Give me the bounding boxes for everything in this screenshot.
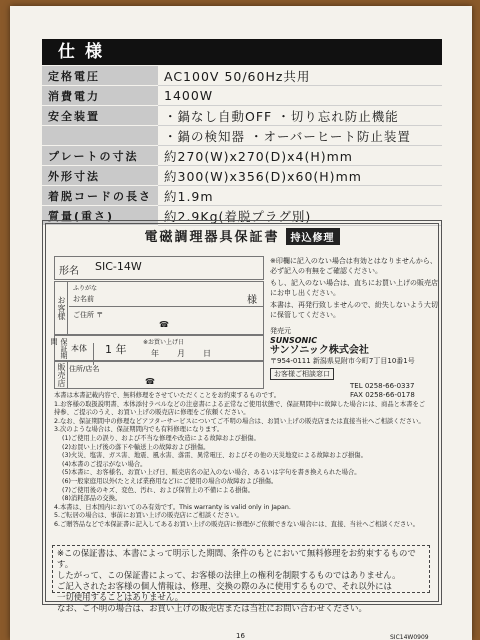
shop-address-label: 住所/店名 — [69, 365, 100, 373]
shop-side-label: 販売店 — [57, 363, 66, 387]
spec-label: プレートの寸法 — [42, 146, 158, 166]
warranty-title — [46, 226, 438, 245]
notice-line: ※この保証書は、本書によって明示した期間、条件のもとにおいて無料修理をお約束するものです。 — [57, 548, 416, 569]
spec-label: 消費電力 — [42, 86, 158, 106]
name-label: お名前 — [73, 295, 94, 303]
spec-label: 質量(重さ) — [42, 206, 158, 226]
terms-line: 本書は本書記載内容で、無料修理をさせていただくことをお約束するものです。 — [54, 392, 281, 399]
furigana-label: ふりがな — [73, 285, 98, 292]
terms-line: (1)ご使用上の誤り、および不当な修理や改造による故障および損傷。 — [62, 434, 260, 442]
spec-row — [42, 66, 442, 86]
terms-line: (8)消耗部品の交換。 — [62, 495, 122, 503]
spec-label: 定格電圧 — [42, 66, 158, 86]
warranty-terms — [54, 392, 430, 530]
spec-row — [42, 86, 442, 106]
notice-line: なお、ご不明の場合は、お買い上げの販売店または当社にお問い合わせください。 — [57, 603, 367, 613]
company-tel: TEL 0258-66-0337 — [350, 382, 415, 390]
carry-in-repair-badge: 持込修理 — [286, 228, 340, 245]
terms-line: 1.お客様の取扱説明書、本体添付ラベルなどの注意書による正常なご使用状態で、保証期間中に故障した場合には、商品と本書をご持参、ご提示のうえ、お買い上げの販売店に修理をご依頼ください。 — [54, 400, 426, 417]
terms-line: 6.ご贈答品などで本保証書に記入してあるお買い上げの販売店に修理がご依頼できない場合には、直接、当社へご相談ください。 — [54, 520, 419, 528]
page-number: 16 — [236, 632, 245, 640]
terms-line: (3)火災、塩害、ガス害、地震、風水害、落雷、異常電圧、およびその他の天災地変による故障および損傷。 — [62, 452, 367, 460]
customer-section — [54, 281, 264, 335]
model-field — [54, 256, 264, 280]
purchase-date-label: ※お買い上げ日 — [143, 339, 185, 346]
spec-label: 外形寸法 — [42, 166, 158, 186]
warranty-period-row — [50, 335, 264, 361]
warranty-title-text: 電磁調理器具保証書 — [144, 230, 280, 245]
spec-label: 安全装置 — [42, 106, 158, 126]
privacy-notice-box — [52, 545, 430, 613]
notice-line: したがって、この保証書によって、お客様の法律上の権利を制限するものではありません。 — [57, 570, 401, 580]
spec-row — [42, 106, 442, 126]
note-line: 本書は、再発行致しませんので、紛失しないよう大切に保管してください。 — [270, 301, 438, 319]
period-side-label: 保証期間 — [50, 338, 68, 359]
seller-info — [270, 326, 440, 399]
period-value: 1 年 — [105, 343, 127, 356]
note-line: ※印欄に記入のない場合は有効とはなりませんから、必ず記入の有無をご確認ください。 — [270, 257, 437, 275]
spec-value: 約300(W)x356(D)x60(H)mm — [158, 166, 442, 186]
document-code: SIC14W0909 — [390, 634, 429, 640]
spec-label — [42, 126, 158, 146]
terms-line: (6)一般家庭用以外(たとえば業務用など)にご使用の場合の故障および損傷。 — [62, 477, 278, 485]
terms-line: (5)本書に、お客様名、お買い上げ日、販売店名の記入のない場合、あるいは字句を書き換えられた場合。 — [62, 469, 361, 477]
spec-value: AC100V 50/60Hz共用 — [158, 66, 442, 86]
spec-value: 約1.9m — [158, 186, 442, 206]
notice-line: 一切使用することはありません。 — [57, 592, 184, 602]
terms-line: (4)本書のご提示がない場合。 — [62, 460, 147, 468]
honorific-sama: 様 — [247, 295, 257, 306]
terms-line: (7)ご使用後のキズ、変色、汚れ、および保管上の不備による損傷。 — [62, 486, 254, 494]
seller-label: 発売元 — [270, 327, 291, 335]
contact-window-label: お客様ご相談窓口 — [270, 368, 334, 380]
spec-row — [42, 126, 442, 146]
shop-section — [54, 361, 264, 389]
notice-line: ご記入されたお客様の個人情報は、修理、交換の際のみに使用するもので、それ以外には — [57, 581, 392, 591]
terms-line: 3.次のような場合は、保証期間内でも有料修理になります。 — [54, 426, 224, 434]
spec-value: ・鍋なし自動OFF ・切り忘れ防止機能 — [158, 106, 442, 126]
spec-table — [42, 66, 442, 226]
company-name: サンソニック株式会社 — [270, 345, 369, 356]
model-label: 形名 — [59, 266, 79, 277]
spec-value: 1400W — [158, 86, 442, 106]
spec-label: 着脱コードの長さ — [42, 186, 158, 206]
customer-name-row — [69, 282, 263, 307]
company-address: 〒954-0111 新潟県見附市今町7丁目10番1号 — [270, 357, 415, 365]
model-value: SIC-14W — [95, 260, 142, 273]
spec-heading: 仕様 — [42, 39, 442, 65]
spec-row — [42, 166, 442, 186]
customer-address-row — [69, 307, 263, 333]
period-item-label: 本体 — [71, 343, 94, 365]
spec-value: ・鍋の検知器 ・オーバーヒート防止装置 — [158, 126, 442, 146]
phone-icon: ☎ — [159, 320, 169, 329]
address-label: ご住所 〒 — [73, 311, 104, 319]
warranty-card — [42, 220, 442, 613]
shop-phone-icon: ☎ — [145, 377, 155, 386]
customer-side-label: お客様 — [55, 282, 68, 334]
terms-line: 4.本書は、日本国内においてのみ有効です。This warranty is valid only in Japan. — [54, 503, 291, 511]
terms-line: (2)お買い上げ後の落下や輸送上の故障および損傷。 — [62, 443, 210, 451]
terms-line: 5.ご転居の場合は、事前にお買い上げの販売店にご相談ください。 — [54, 512, 243, 520]
spec-value: 約2.9Kg(着脱プラグ別) — [158, 206, 442, 226]
terms-line: 2.なお、保証期間中の修理などアフターサービスについてご不明の場合は、お買い上げの販売店または直接当社へご相談ください。 — [54, 417, 425, 425]
spec-value: 約270(W)x270(D)x4(H)mm — [158, 146, 442, 166]
sunsonic-logo: SUNSONIC — [270, 336, 318, 345]
spec-row — [42, 186, 442, 206]
note-line: もし、記入のない場合は、直ちにお買い上げの販売店にお申し出ください。 — [270, 279, 438, 297]
purchase-date-fields: 年月日 — [151, 349, 229, 358]
spec-row — [42, 146, 442, 166]
manual-page — [10, 6, 472, 640]
validity-note — [270, 256, 440, 322]
company-fax: FAX 0258-66-0178 — [350, 391, 415, 399]
